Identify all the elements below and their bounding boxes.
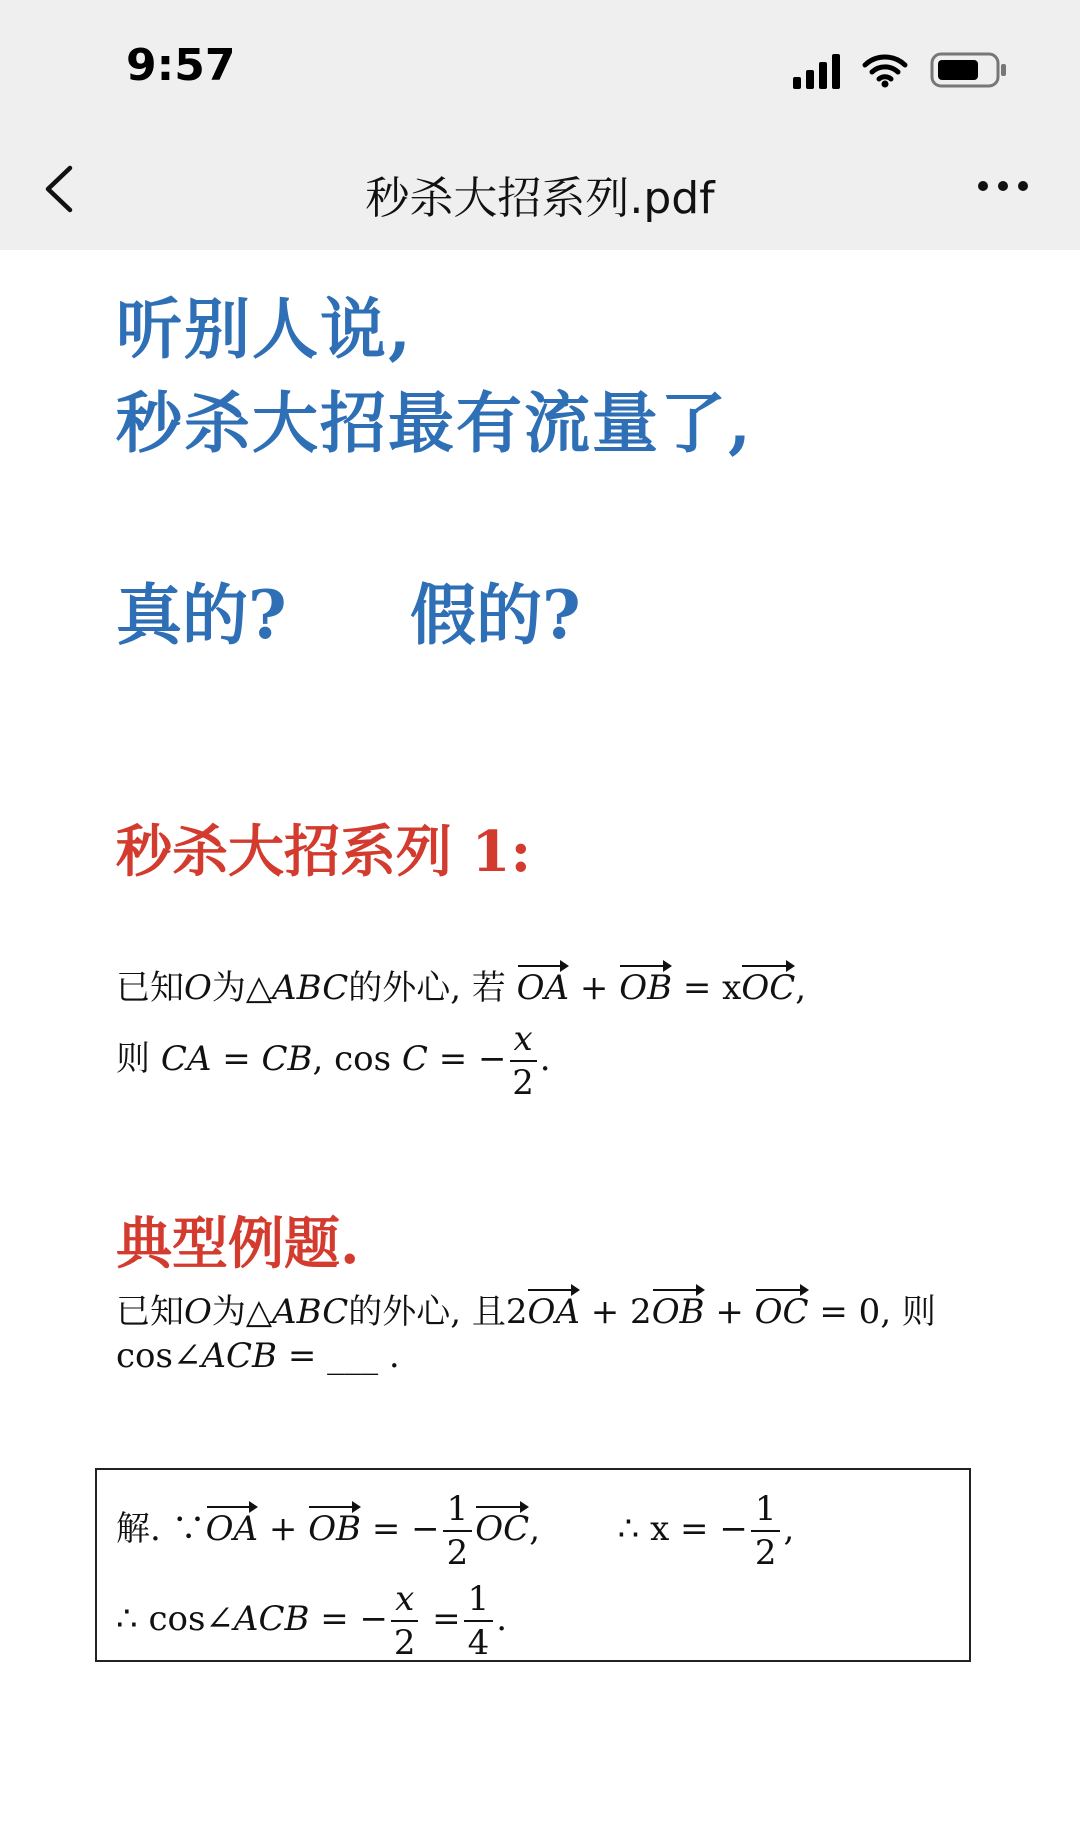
theorem-line-1: 已知O为△ABC的外心, 若 OA + OB = xOC, xyxy=(116,968,807,1008)
fraction: $\frac{x}{2}$ xyxy=(391,1582,418,1660)
status-time: 9:57 xyxy=(126,40,236,91)
vector-oc: OC xyxy=(741,968,796,1008)
vector-ob: OB xyxy=(619,968,673,1008)
vector-ob: OB xyxy=(651,1292,705,1332)
fraction: $\frac{1}{4}$ xyxy=(464,1582,494,1660)
headline-line-1: 听别人说, xyxy=(116,290,413,368)
question-true: 真的? xyxy=(116,576,287,654)
theorem-line-2: 则 CA = CB, cos C = − $\frac{x}{2}$ . xyxy=(116,1019,551,1103)
example-line-1: 已知O为△ABC的外心, 且2OA + 2OB + OC = 0, 则 xyxy=(116,1292,936,1332)
top-bar xyxy=(0,0,1080,250)
fraction: $\frac{x}{2}$ xyxy=(510,1022,537,1100)
section-title: 秒杀大招系列 1: xyxy=(116,819,532,885)
headline-line-2: 秒杀大招最有流量了, xyxy=(116,384,753,462)
more-options-icon[interactable] xyxy=(978,176,1034,196)
fraction: $\frac{1}{2}$ xyxy=(443,1492,473,1570)
solution-line-2: ∴ cos∠ACB = − $\frac{x}{2}$ = $\frac{1}{4}$ . xyxy=(116,1579,508,1663)
document-title: 秒杀大招系列.pdf xyxy=(365,173,715,224)
battery-icon xyxy=(930,51,1008,89)
signal-icon xyxy=(793,51,840,89)
solution-line-1: 解. ∵OA + OB = − $\frac{1}{2}$ OC, ∴ x = − $\frac{1}{2}$ , xyxy=(116,1489,795,1573)
example-title: 典型例题. xyxy=(116,1211,360,1277)
wifi-icon xyxy=(862,52,908,88)
vector-oa: OA xyxy=(527,1292,580,1332)
vector-ob: OB xyxy=(308,1509,362,1549)
status-icons xyxy=(793,48,1008,92)
vector-oc: OC xyxy=(475,1509,530,1549)
vector-oc: OC xyxy=(754,1292,809,1332)
vector-oa: OA xyxy=(205,1509,259,1549)
vector-oa: OA xyxy=(516,968,570,1008)
question-false: 假的? xyxy=(410,576,581,654)
fraction: $\frac{1}{2}$ xyxy=(751,1492,781,1570)
example-line-2: cos∠ACB = ___ . xyxy=(116,1336,400,1376)
